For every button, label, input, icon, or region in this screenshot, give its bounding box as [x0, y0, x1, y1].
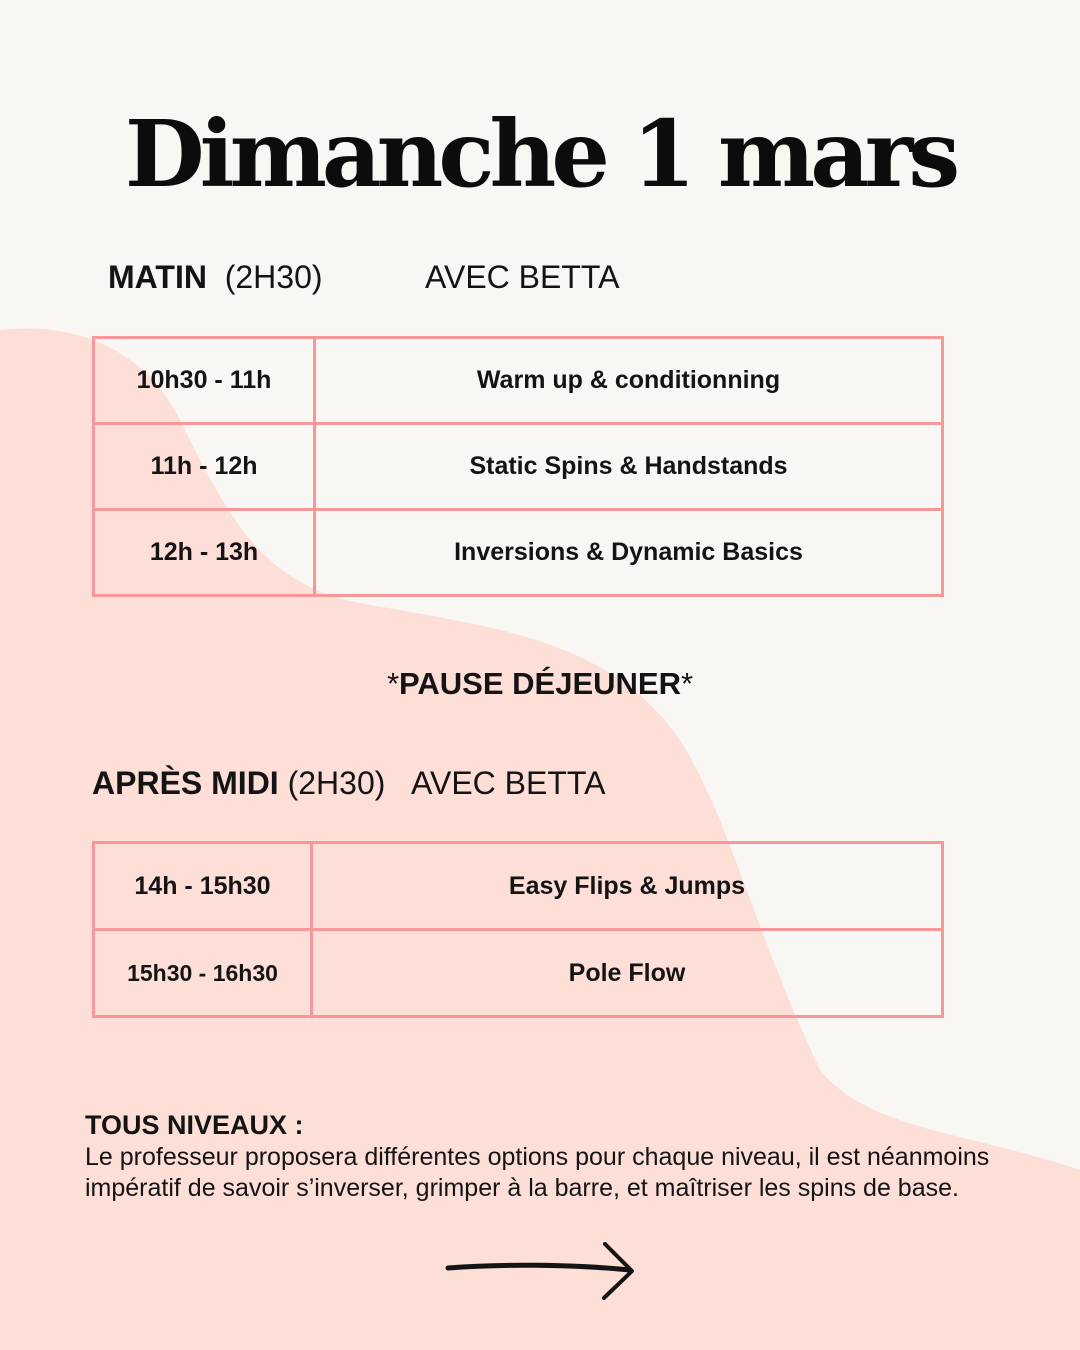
pause-prefix: * [386, 666, 400, 701]
activity-cell: Static Spins & Handstands [315, 424, 943, 510]
afternoon-duration: (2H30) [287, 765, 386, 801]
morning-teacher: AVEC BETTA [425, 259, 620, 295]
table-row [94, 843, 943, 930]
table-row [94, 424, 943, 510]
activity-cell: Warm up & conditionning [315, 338, 943, 424]
afternoon-header [92, 765, 385, 802]
pause-label: PAUSE DÉJEUNER [399, 666, 681, 701]
levels-description: Le professeur proposera différentes options pour chaque niveau, il est néanmoins impératif de savoir s’inverser, grimper à la barre, et maîtriser les spins de base. [85, 1143, 990, 1202]
lunch-break [0, 666, 1080, 702]
arrow-right-icon[interactable] [440, 1236, 640, 1306]
afternoon-label: APRÈS MIDI [92, 765, 279, 801]
time-cell: 10h30 - 11h [94, 338, 315, 424]
activity-cell: Easy Flips & Jumps [312, 843, 943, 930]
morning-duration: (2H30) [224, 259, 323, 295]
pause-suffix: * [680, 666, 694, 701]
activity-cell: Inversions & Dynamic Basics [315, 510, 943, 596]
afternoon-teacher: AVEC BETTA [411, 765, 606, 801]
time-cell: 12h - 13h [94, 510, 315, 596]
activity-cell: Pole Flow [312, 930, 943, 1017]
table-row [94, 930, 943, 1017]
time-cell: 15h30 - 16h30 [94, 930, 312, 1017]
morning-label: MATIN [108, 259, 207, 295]
levels-title: TOUS NIVEAUX : [85, 1110, 304, 1140]
time-cell: 11h - 12h [94, 424, 315, 510]
morning-schedule-table [92, 336, 944, 597]
morning-header [108, 259, 323, 296]
afternoon-schedule-table [92, 841, 944, 1018]
table-row [94, 510, 943, 596]
time-cell: 14h - 15h30 [94, 843, 312, 930]
page-title: Dimanche 1 mars [124, 100, 956, 208]
table-row [94, 338, 943, 424]
